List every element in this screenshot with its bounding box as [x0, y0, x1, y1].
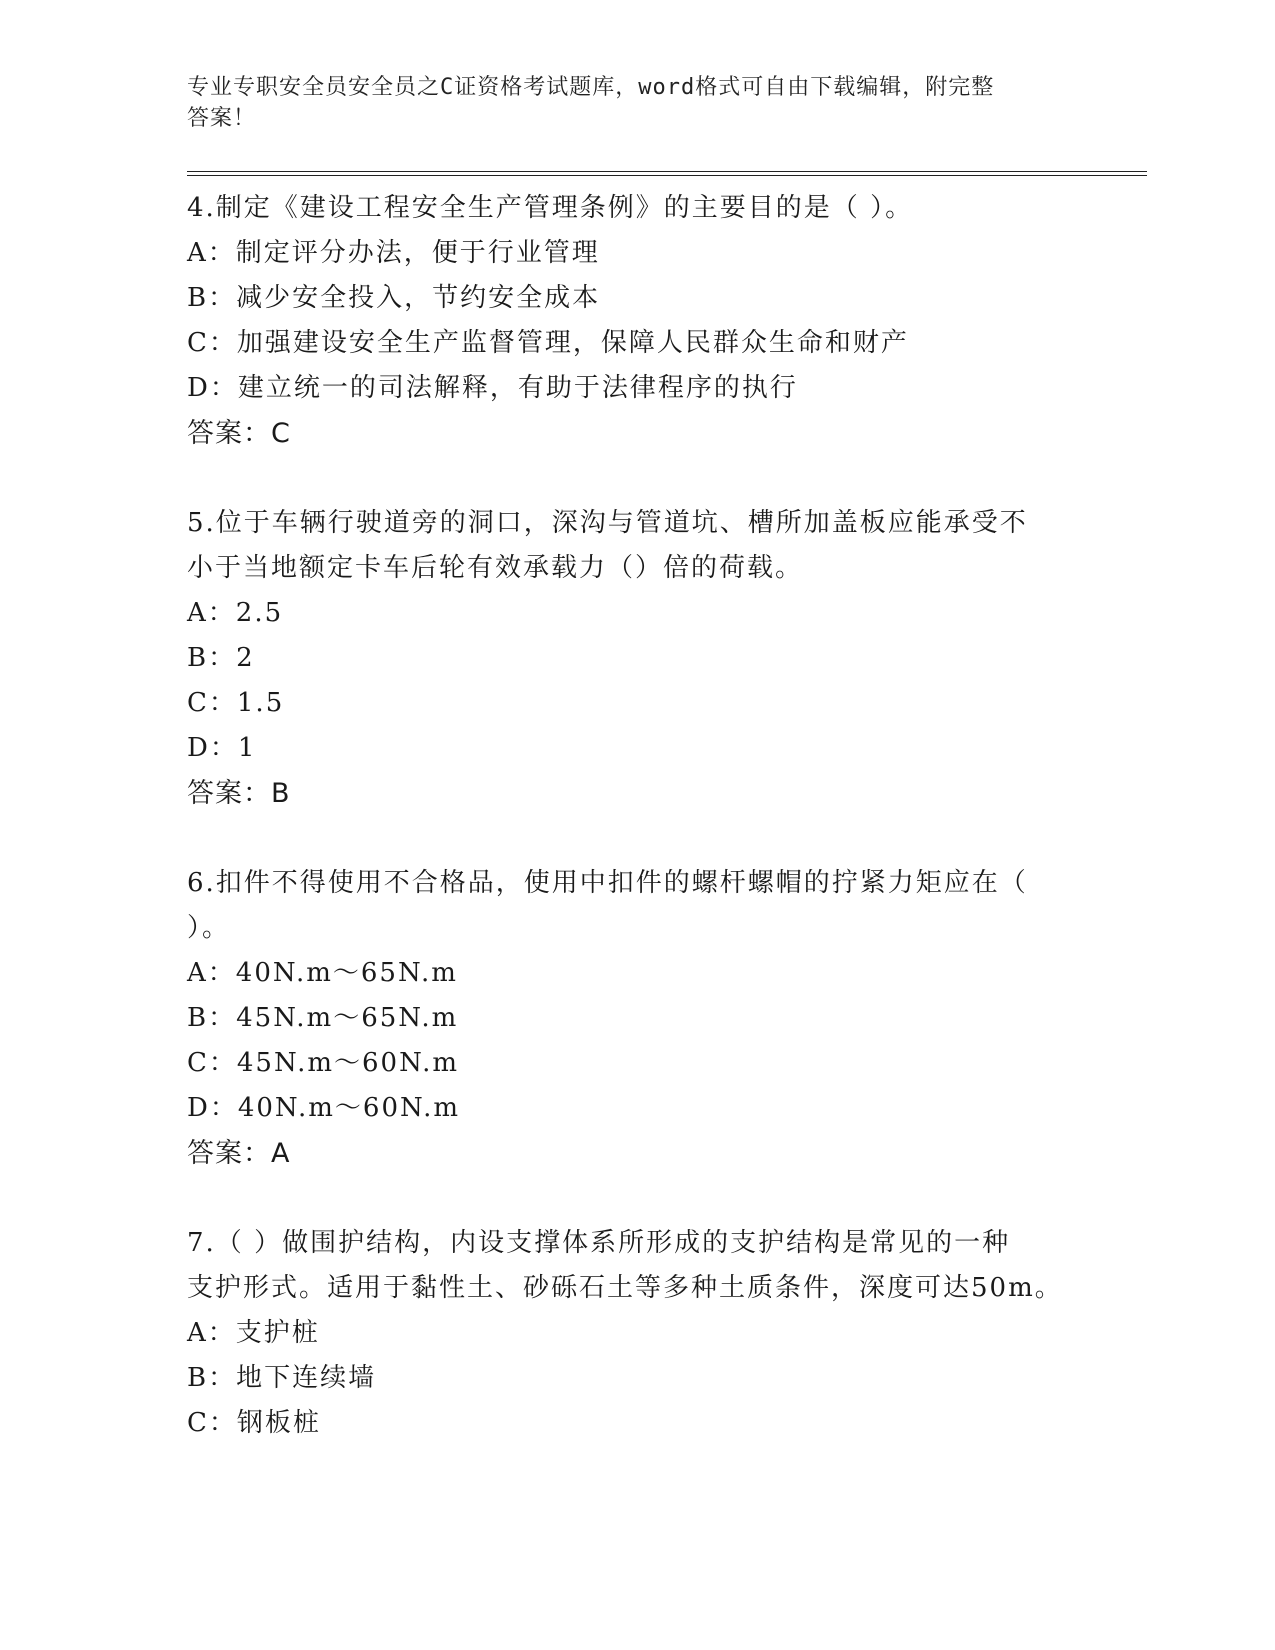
option-d: D：建立统一的司法解释，有助于法律程序的执行	[187, 373, 798, 403]
option-c: C：钢板桩	[187, 1408, 321, 1438]
option-b: B：地下连续墙	[187, 1363, 377, 1393]
option-b: B：减少安全投入，节约安全成本	[187, 283, 601, 313]
option-d: D：1	[187, 733, 257, 763]
answer: 答案：C	[187, 418, 291, 449]
option-a: A：40N.m～65N.m	[187, 958, 458, 988]
option-a: A：制定评分办法，便于行业管理	[187, 238, 600, 268]
question-stem: 7.（ ）做围护结构，内设支撑体系所形成的支护结构是常见的一种	[187, 1228, 1011, 1258]
option-c: C：加强建设安全生产监督管理，保障人民群众生命和财产	[187, 328, 909, 358]
option-b: B：45N.m～65N.m	[187, 1003, 459, 1033]
option-d: D：40N.m～60N.m	[187, 1093, 461, 1123]
option-c: C：1.5	[187, 688, 285, 718]
question-7	[187, 1221, 1087, 1446]
header-rule-top	[187, 171, 1147, 172]
option-b: B：2	[187, 643, 255, 673]
answer: 答案：A	[187, 1138, 291, 1169]
question-list	[187, 186, 1087, 1446]
option-c: C：45N.m～60N.m	[187, 1048, 460, 1078]
question-stem: ）。	[187, 913, 231, 943]
question-stem: 6.扣件不得使用不合格品，使用中扣件的螺杆螺帽的拧紧力矩应在（	[187, 868, 1028, 898]
header-line-2: 答案！	[187, 106, 257, 131]
question-6	[187, 861, 1087, 1176]
option-a: A：支护桩	[187, 1318, 320, 1348]
question-stem: 支护形式。适用于黏性土、砂砾石土等多种土质条件，深度可达50m。	[187, 1273, 1063, 1303]
header-line-1: 专业专职安全员安全员之C证资格考试题库，word格式可自由下载编辑，附完整	[187, 75, 995, 100]
header-rule-bottom	[187, 175, 1147, 176]
question-stem: 小于当地额定卡车后轮有效承载力（）倍的荷载。	[187, 553, 804, 583]
question-stem: 5.位于车辆行驶道旁的洞口，深沟与管道坑、槽所加盖板应能承受不	[187, 508, 1028, 538]
document-header	[187, 72, 1067, 134]
option-a: A：2.5	[187, 598, 284, 628]
question-4	[187, 186, 1087, 456]
question-5	[187, 501, 1087, 816]
answer: 答案：B	[187, 778, 291, 809]
question-stem: 4.制定《建设工程安全生产管理条例》的主要目的是（ ）。	[187, 193, 914, 223]
